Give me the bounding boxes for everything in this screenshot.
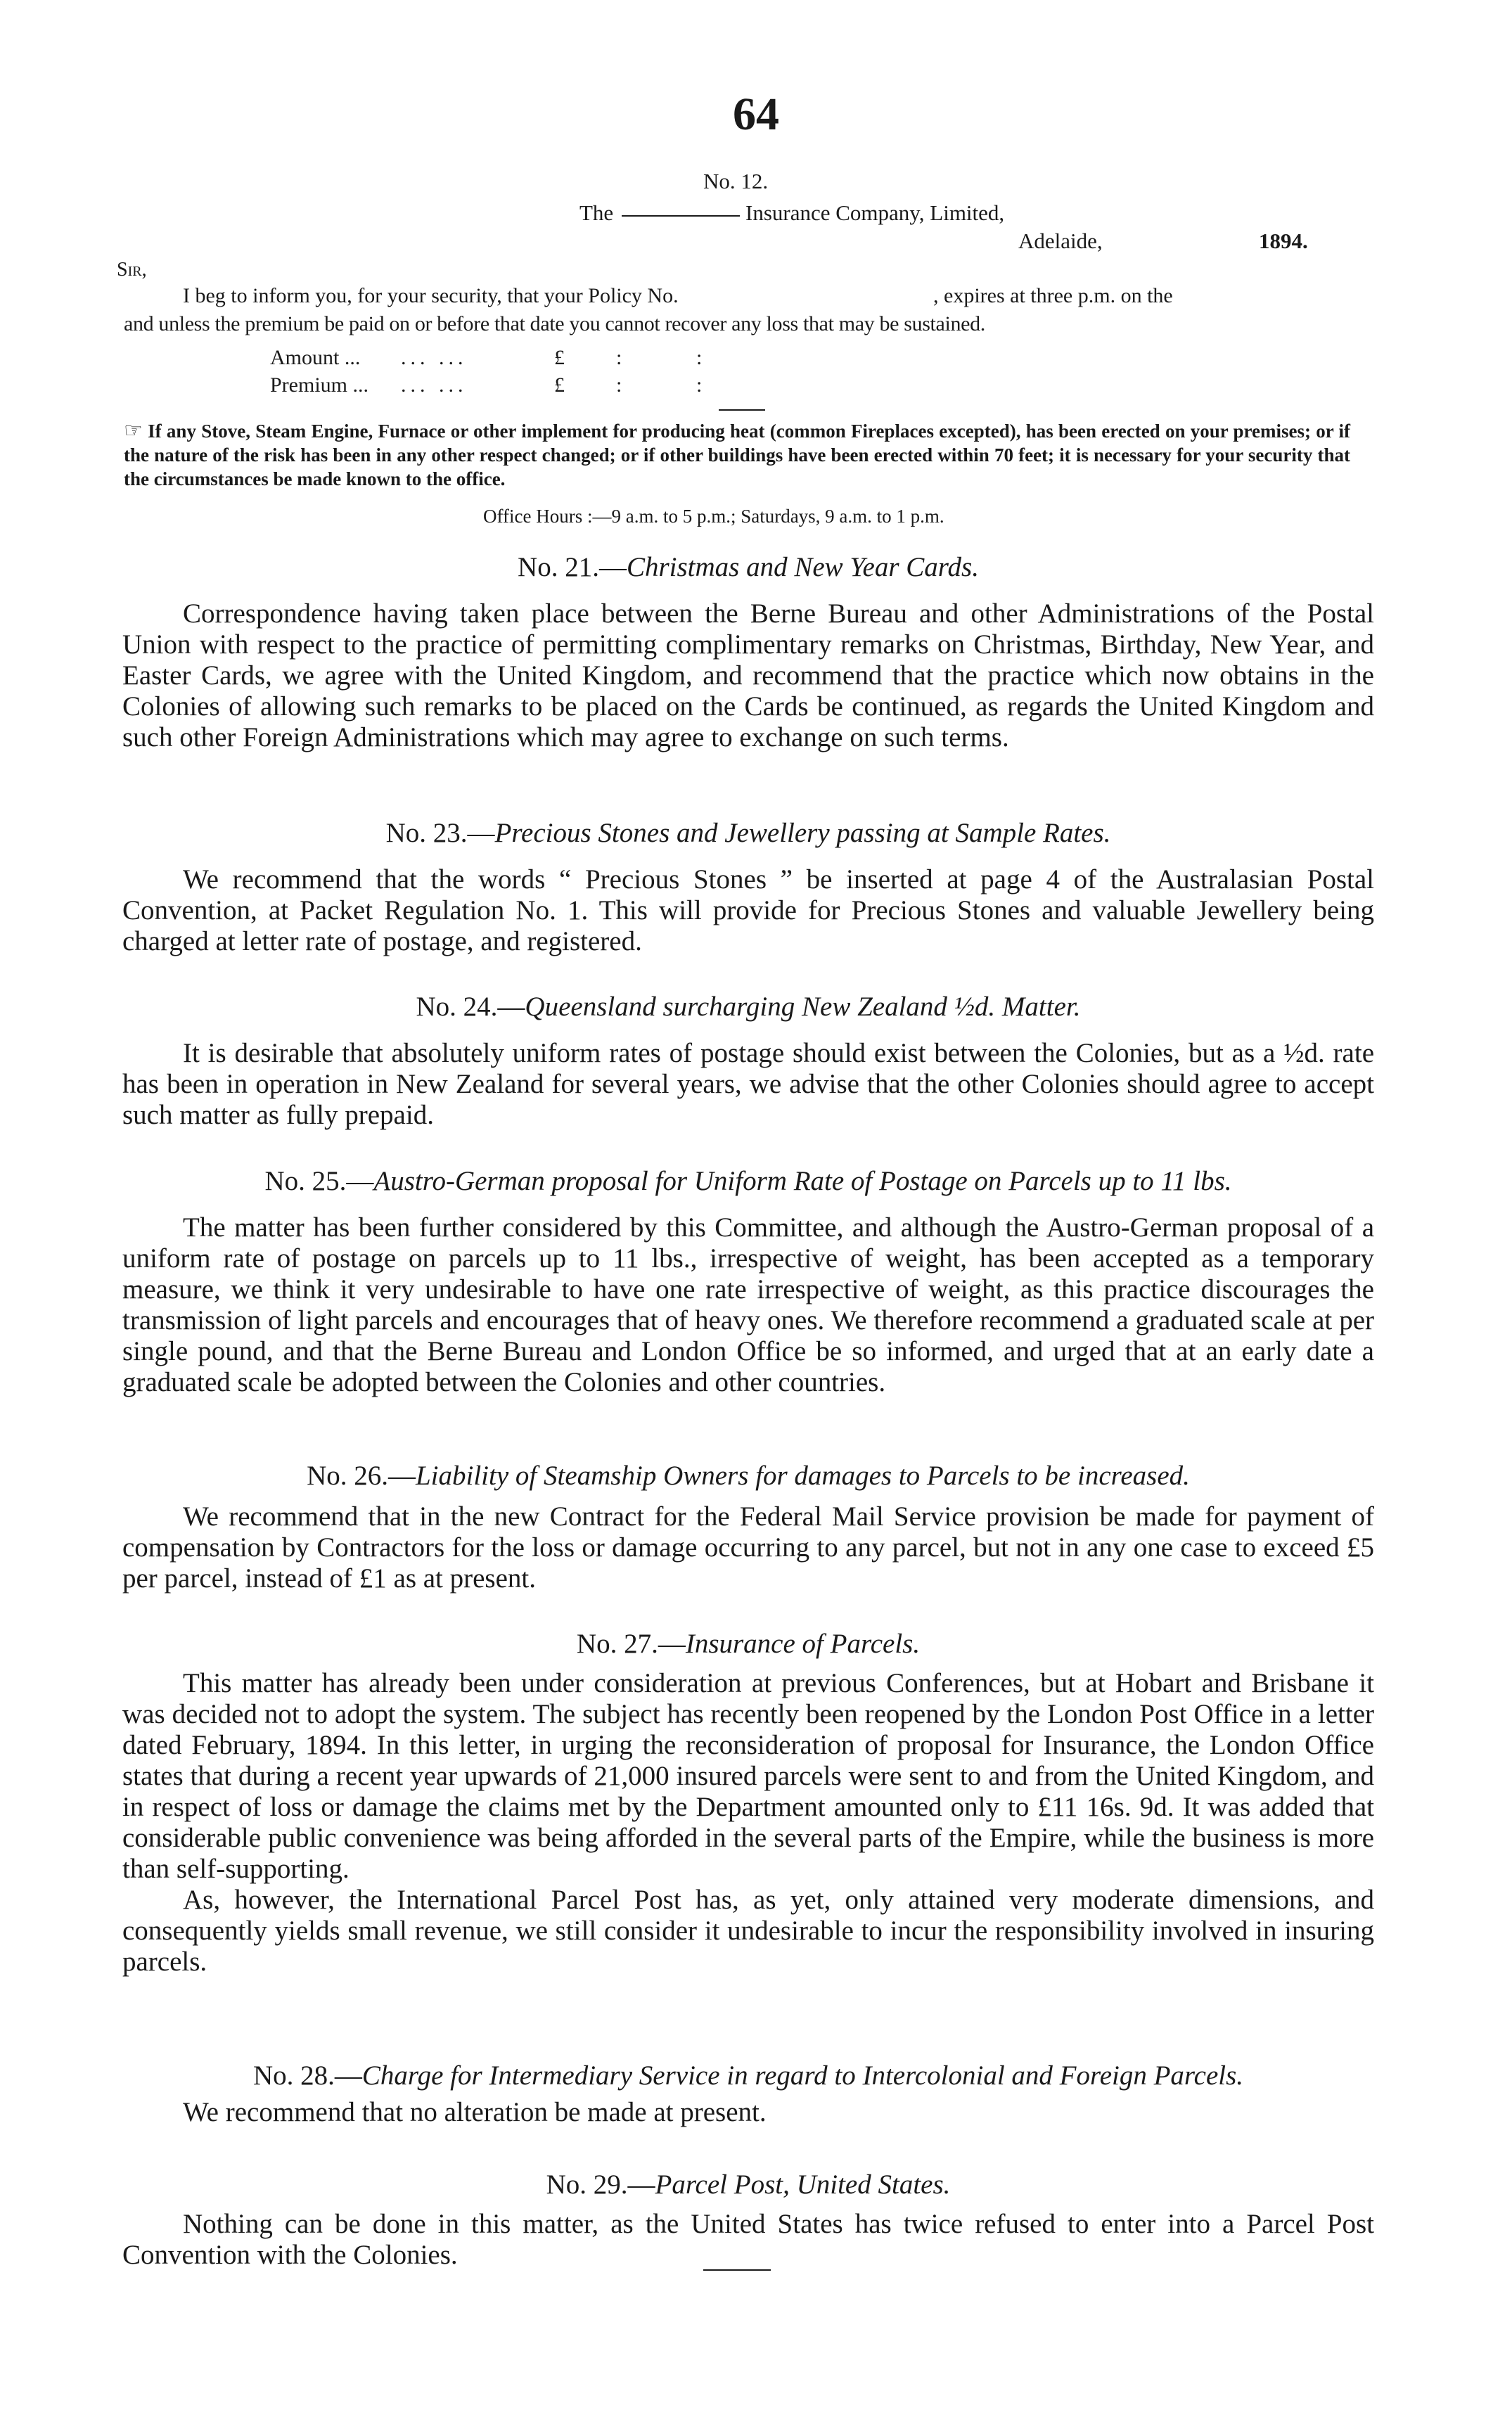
section-no-28 — [122, 2060, 1374, 2128]
premium-leader: ... ... — [401, 373, 468, 397]
section-number: No. 24.— — [416, 992, 525, 1022]
section-paragraph: It is desirable that absolutely uniform rates of postage should exist between the Colonies, but as a ½d. rate has been in operation in New Zealand for several years, we advise that the other Colonies should agree to accept such matter as fully prepaid. — [122, 1038, 1374, 1130]
section-paragraph: As, however, the International Parcel Post has, as yet, only attained very moderate dimensions, and consequently yields small revenue, we still consider it undesirable to incur the responsibility involved in insuring parcels. — [122, 1885, 1374, 1977]
premium-label: Premium ... — [270, 373, 369, 397]
year: 1894. — [1259, 229, 1308, 253]
notice-line1-b: , expires at three p.m. on the — [933, 284, 1173, 307]
section-number: No. 25.— — [264, 1166, 374, 1196]
notice-line1-a: I beg to inform you, for your security, that your Policy No. — [183, 284, 679, 307]
section-title: Austro-German proposal for Uniform Rate of Postage on Parcels up to 11 lbs. — [373, 1166, 1232, 1196]
amount-colon-2: : — [696, 346, 703, 369]
section-no-23 — [122, 818, 1374, 957]
page-number: 64 — [733, 89, 779, 140]
section-title: Charge for Intermediary Service in regard to Intercolonial and Foreign Parcels. — [361, 2060, 1244, 2091]
section-title: Christmas and New Year Cards. — [626, 552, 979, 582]
section-heading — [122, 552, 1374, 583]
section-number: No. 23.— — [385, 818, 495, 848]
amount-leader: ... ... — [401, 346, 468, 369]
section-heading — [122, 2060, 1374, 2091]
section-heading — [122, 1629, 1374, 1660]
section-paragraph: We recommend that the words “ Precious Stones ” be inserted at page 4 of the Australasian Postal Convention, at Packet Regulation No. 1. This will provide for Precious Stones and valuable Jewellery being charged at letter rate of postage, and registered. — [122, 864, 1374, 956]
section-heading — [122, 992, 1374, 1022]
end-rule — [703, 2269, 771, 2271]
section-no-29 — [122, 2169, 1374, 2271]
amount-colon-1: : — [616, 346, 622, 369]
section-heading — [122, 2169, 1374, 2200]
section-title: Queensland surcharging New Zealand ½d. Matter. — [525, 992, 1081, 1022]
section-number: No. 21.— — [518, 552, 627, 582]
section-no-24 — [122, 992, 1374, 1131]
warning-block — [124, 419, 1350, 491]
office-hours: Office Hours :—9 a.m. to 5 p.m.; Saturdays, 9 a.m. to 1 p.m. — [483, 506, 944, 527]
company-suffix: Insurance Company, Limited, — [745, 200, 1005, 225]
form-number: No. 12. — [703, 169, 769, 193]
section-paragraph: We recommend that in the new Contract for the Federal Mail Service provision be made for payment of compensation by Contractors for the loss or damage occurring to any parcel, but not in any one case to exceed £5 per parcel, instead of £1 as at present. — [122, 1501, 1374, 1594]
section-paragraph: The matter has been further considered by this Committee, and although the Austro-German proposal of a uniform rate of postage on parcels up to 11 lbs., irrespective of weight, has been accepted as a temporary measure, we think it very undesirable to have one rate irrespective of weight, as this practice discourages the transmission of light parcels and encourages that of heavy ones. We therefore recommend a graduated scale at per single pound, and that the Berne Bureau and London Office be so informed, and urged that at an early date a graduated scale be adopted between the Colonies and other countries. — [122, 1212, 1374, 1397]
notice-separator — [719, 409, 765, 411]
salutation: Sir, — [117, 259, 147, 281]
section-title: Parcel Post, United States. — [655, 2169, 951, 2200]
amount-pound-sign: £ — [554, 346, 565, 369]
section-number: No. 29.— — [546, 2169, 655, 2200]
section-paragraph: Nothing can be done in this matter, as the United States has twice refused to enter into a Parcel Post Convention with the Colonies. — [122, 2209, 1374, 2270]
section-number: No. 28.— — [252, 2060, 362, 2091]
section-no-25 — [122, 1166, 1374, 1398]
section-heading — [122, 1166, 1374, 1197]
company-prefix: The — [579, 200, 614, 225]
section-heading — [122, 818, 1374, 849]
section-number: No. 27.— — [576, 1629, 686, 1659]
section-no-27 — [122, 1629, 1374, 1977]
warning-text: If any Stove, Steam Engine, Furnace or other implement for producing heat (common Fireplaces excepted), has been erected on your premises; or if the nature of the risk has been in any other respect changed; or if other buildings have been erected within 70 feet; it is necessary for your security that the circumstances be made known to the office. — [124, 421, 1351, 489]
premium-colon-1: : — [616, 373, 622, 397]
section-paragraph: This matter has already been under consideration at previous Conferences, but at Hobart and Brisbane it was decided not to adopt the system. The subject has recently been reopened by the London Post Office in a letter dated February, 1894. In this letter, in urging the reconsideration of proposal for Insurance, the London Office states that during a recent year upwards of 21,000 insured parcels were sent to and from the United Kingdom, and in respect of loss or damage the claims met by the Department amounted only to £11 16s. 9d. It was added that considerable public convenience was being afforded in the several parts of the Empire, while the business is more than self-supporting. — [122, 1668, 1374, 1884]
section-paragraph: We recommend that no alteration be made at present. — [183, 2097, 767, 2127]
notice-line2: and unless the premium be paid on or before that date you cannot recover any loss that may be sustained. — [124, 312, 985, 335]
section-no-26 — [122, 1461, 1374, 1594]
section-title: Precious Stones and Jewellery passing at Sample Rates. — [494, 818, 1111, 848]
section-heading — [122, 1461, 1374, 1492]
place: Adelaide, — [1018, 229, 1103, 253]
section-title: Liability of Steamship Owners for damages to Parcels to be increased. — [415, 1461, 1190, 1491]
pointing-hand-icon: ☞ — [124, 419, 143, 442]
company-name-blank — [622, 215, 740, 217]
section-number: No. 26.— — [307, 1461, 416, 1491]
amount-label: Amount ... — [270, 346, 361, 369]
section-title: Insurance of Parcels. — [685, 1629, 921, 1659]
premium-colon-2: : — [696, 373, 703, 397]
premium-pound-sign: £ — [554, 373, 565, 397]
section-paragraph: Correspondence having taken place between the Berne Bureau and other Administrations of the Postal Union with respect to the practice of permitting complimentary remarks on Christmas, Birthday, New Year, and Easter Cards, we agree with the United Kingdom, and recommend that the practice which now obtains in the Colonies of allowing such remarks to be placed on the Cards be continued, as regards the United Kingdom and such other Foreign Administrations which may agree to exchange on such terms. — [122, 598, 1374, 752]
section-no-21 — [122, 552, 1374, 753]
